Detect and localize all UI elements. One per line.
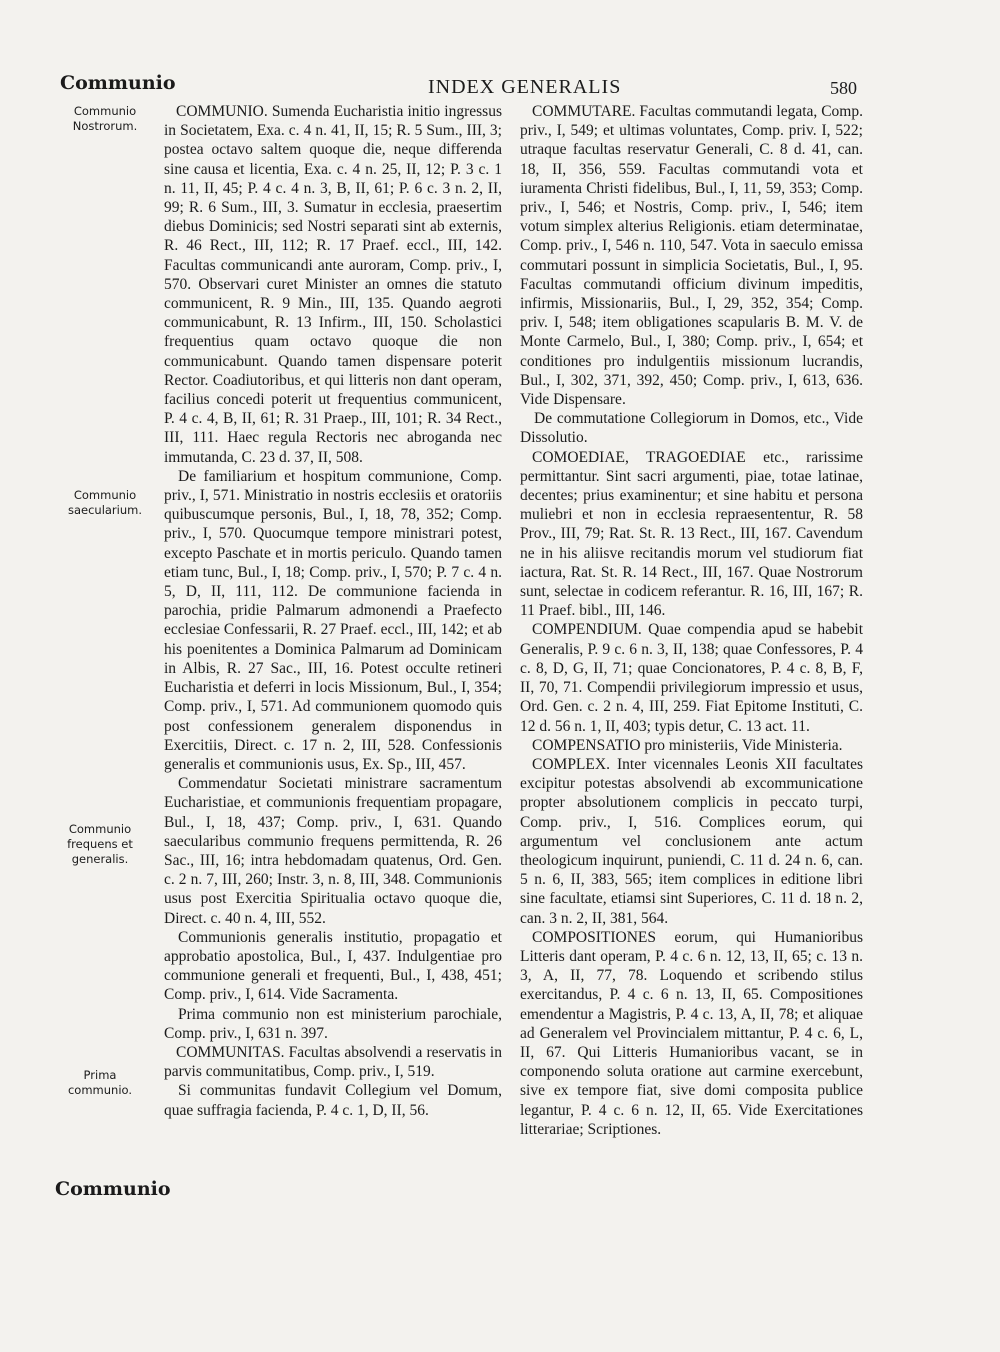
paragraph-prima: Prima communio non est ministerium parochiale, Comp. priv., I, 631 n. 397. <box>164 1005 502 1042</box>
paragraph-frequens: Commendatur Societati ministrare sacramentum Eucharistiae, et communionis frequentiam propagare, Bul., I, 18, 437; Comp. priv., I, 631. Quando saecularibus communio frequens permittenda, R. 26 Sac., III, 16; intra hebdomadam quatenus, Ord. Gen. c. 2 n. 7, III, 260; Instr. 3, n. 8, III, 348. Communionis usus post Exercitia Spiritualia octavo quoque die, Direct. c. 40 n. 4, III, 552. <box>164 775 502 927</box>
entry-compensatio: COMPENSATIO pro ministeriis, Vide Ministeria. <box>532 736 843 754</box>
margin-note-frequens: Communio frequens et generalis. <box>67 822 133 866</box>
entry-communitas: COMMUNITAS. Facultas absolvendi a reservatis in parvis communitatibus, Comp. priv., I, 519. <box>164 1043 502 1081</box>
entry-comoediae: COMOEDIAE, TRAGOEDIAE etc., rarissime permittantur. Sint sacri argumenti, piae, totae latinae, decentes; prius examinentur; et sine habitu et persona muliebri et non in ecclesia repraesententur, R. 58 Prov., III, 79; Rat. St. R. 13 Rect., III, 167. Cavendum ne in his aliisve recitandis morum vel studiorum fiat iactura, Rat. St. R. 14 Rect., III, 167. Quae Nostrorum sunt, selectae in codicem referantur. R. 16, III, 167; R. 11 Praef. bibl., III, 146. <box>520 448 863 620</box>
paragraph-commutatione: De commutatione Collegiorum in Domos, etc., Vide Dissolutio. <box>520 410 863 447</box>
entry-commutare: COMMUTARE. Facultas commutandi legata, Comp. priv., I, 549; et ultimas voluntates, Comp. priv. I, 522; utraque facultas reservatur Generali, C. 8 d. 41, can. 18, II, 356, 559. Facultas commutandi vota et iuramenta Christi fidelibus, Bul., I, 11, 59, 353; Comp. priv., I, 546; et Nostris, Comp. priv., I, 546; item votum simplex alterius Religionis. etiam determinatae, Comp. priv., I, 546 n. 110, 547. Vota in saeculo emissa commutari possunt in simplicia Societatis, Bul., I, 95. Facultas commutandi officium divinum impeditis, infirmis, Missionariis, Bul., I, 29, 352, 354; Comp. priv. I, 548; item obligationes scapularis B. M. V. de Monte Carmelo, Bul., I, 380; Comp. priv., I, 654; et conditiones pro indulgentiis missionum lucrandis, Bul., I, 302, 371, 392, 450; Comp. priv., I, 613, 636. Vide Dispensare. <box>520 103 863 409</box>
entry-compendium: COMPENDIUM. Quae compendia apud se habebit Generalis, P. 9 c. 6 n. 3, II, 138; quae Confessores, P. 4 c. 8, D, G, II, 71; quae Concionatores, P. 4 c. 8, B, F, II, 70, 71. Compendii privilegiorum impressio et usus, Ord. Gen. c. 2 n. 4, III, 259. Fiat Epitome Instituti, C. 12 d. 56 n. 1, II, 403; typis detur, C. 13 act. 11. <box>520 621 863 735</box>
entry-communio: COMMUNIO. Sumenda Eucharistia initio ingressus in Societatem, Exa. c. 4 n. 41, II, 15; R. 5 Sum., III, 3; postea octavo saltem quoque die, neque differenda sine causa et licentia, Exa. c. 4 n. 25, II, 12; P. 3 c. 1 n. 11, II, 45; P. 4 c. 4 n. 3, B, II, 61; P. 6 c. 3 n. 2, II, 99; R. 6 Sum., III, 3. Sumatur in ecclesia, praesertim diebus Dominicis; sed Nostri separati sint ab externis, R. 46 Rect., III, 112; R. 17 Praef. eccl., III, 142. Facultas communicandi ante auroram, Comp. priv., I, 570. Observari curet Minister an omnes die statuto communicent, R. 9 Min., III, 135. Quando aegroti communicabunt, R. 13 Infirm., III, 150. Scholastici frequentius quam octavo quoque die non communicabunt. Quando tamen dispensare poterit Rector. Coadiutoribus, et qui litteris non dant operam, facilius concedi poterit ut frequentius communicent, P. 4 c. 4, B, II, 61; R. 31 Praep., III, 101; R. 34 Rect., III, 111. Haec regula Rectoris nec abroganda nec immutanda, C. 23 d. 37, II, 508. <box>164 103 502 466</box>
paragraph-communitas: Si communitas fundavit Collegium vel Domum, quae suffragia facienda, P. 4 c. 1, D, II, 56. <box>164 1082 502 1119</box>
running-head-title: INDEX GENERALIS <box>428 76 622 98</box>
catchword: Communio <box>55 1178 171 1200</box>
right-column <box>520 102 863 1139</box>
paragraph-generalis: Communionis generalis institutio, propagatio et approbatio apostolica, Bul., I, 437. Indulgentiae pro communione generali et frequenti, Bul., I, 438, 451; Comp. priv., I, 614. Vide Sacramenta. <box>164 928 502 1004</box>
entry-compositiones: COMPOSITIONES eorum, qui Humanioribus Litteris dant operam, P. 4 c. 6 n. 12, 13, II, 65; c. 13 n. 3, A, II, 77, 78. Loquendo et scribendo stilus exercitandus, P. 4 c. 6 n. 13, II, 65. Compositiones emendentur a Magistris, P. 4 c. 13, A, II, 78; et aliquae ad Generalem vel Provincialem mittantur, P. 4 c. 6, L, II, 67. Qui Litteris Humanioribus vacant, se in componendo soluta oratione aut carmine exercebunt, sive ex tempore fiat, sive domi composita publice legantur, P. 4 c. 6 n. 12, II, 65. Vide Exercitationes litterariae; Scriptiones. <box>520 928 863 1138</box>
margin-note-saecularium: Communio saecularium. <box>67 488 143 517</box>
paragraph-saecularium: De familiarium et hospitum communione, Comp. priv., I, 571. Ministratio in nostris ecclesiis et oratoriis quibuscumque personis, Bul., I, 18, 78, 352; Comp. priv., I, 570. Quocumque tempore ministrari potest, excepto Paschate et in mortis periculo. Quando tamen etiam tunc, Bul., I, 18; Comp. priv., I, 570; P. 7 c. 4 n. 5, D, II, 111, 112. De communione facienda in parochia, pridie Palmarum admonendi a Praefecto ecclesiae Confessarii, R. 27 Praef. eccl., III, 142; et ab his poenitentes a Dominica Palmarum ad Dominicam in Albis, R. 27 Sac., III, 16. Potest occulte retineri Eucharistia et deferri in locis Missionum, Bul., I, 354; Comp. priv., I, 571. Ad communionem quomodo quis post confessionem generalem disponendus in Exercitiis, Direct. c. 17 n. 2, III, 528. Confessionis generalis et communionis usus, Ex. Sp., III, 457. <box>164 467 502 773</box>
running-head-left: Communio <box>60 72 176 94</box>
margin-note-prima: Prima communio. <box>67 1068 133 1097</box>
page-number: 580 <box>830 78 857 98</box>
entry-complex: COMPLEX. Inter vicennales Leonis XII facultates excipitur potestas absolvendi ab excommunicatione propter absolutionem complicis in peccato turpi, Comp. priv., I, 516. Complices eorum, qui argumentum vel conclusionem ante actum theologicum inquirunt, puniendi, C. 11 d. 24 n. 6, can. 5 n. 6, II, 383, 565; item complices in editione libri sine facultate, etiamsi sint Superiores, C. 11 d. 18 n. 2, can. 3 n. 2, II, 381, 564. <box>520 755 863 927</box>
margin-note-nostrorum: Communio Nostrorum. <box>72 104 138 133</box>
left-column <box>164 102 502 1120</box>
